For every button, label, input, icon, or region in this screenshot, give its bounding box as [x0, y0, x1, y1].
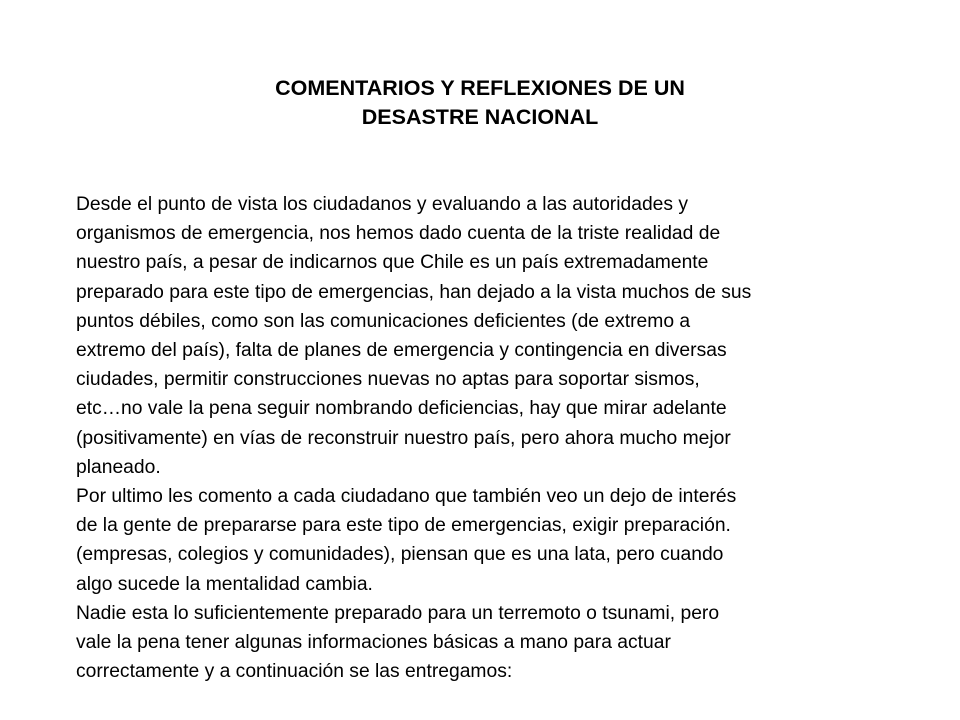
body-line: de la gente de prepararse para este tipo de emergencias, exigir preparación. — [76, 515, 731, 537]
body-line: ciudades, permitir construcciones nuevas no aptas para soportar sismos, — [76, 369, 700, 391]
body-line: etc…no vale la pena seguir nombrando deficiencias, hay que mirar adelante — [76, 398, 727, 420]
body-line: algo sucede la mentalidad cambia. — [76, 573, 373, 595]
body-line: vale la pena tener algunas informaciones básicas a mano para actuar — [76, 632, 671, 654]
body-paragraphs — [76, 190, 936, 686]
body-line: nuestro país, a pesar de indicarnos que Chile es un país extremadamente — [76, 252, 709, 274]
body-line: (positivamente) en vías de reconstruir nuestro país, pero ahora mucho mejor — [76, 427, 731, 449]
body-line: correctamente y a continuación se las entregamos: — [76, 661, 513, 683]
body-line: organismos de emergencia, nos hemos dado cuenta de la triste realidad de — [76, 223, 721, 245]
body-line: (empresas, colegios y comunidades), piensan que es una lata, pero cuando — [76, 544, 724, 566]
title-line-1: COMENTARIOS Y REFLEXIONES DE UN — [275, 76, 685, 100]
body-line: extremo del país), falta de planes de emergencia y contingencia en diversas — [76, 340, 727, 362]
body-line: Por ultimo les comento a cada ciudadano que también veo un dejo de interés — [76, 486, 737, 508]
body-line: Desde el punto de vista los ciudadanos y evaluando a las autoridades y — [76, 194, 689, 215]
body-line: puntos débiles, como son las comunicaciones deficientes (de extremo a — [76, 310, 691, 332]
body-line: Nadie esta lo suficientemente preparado para un terremoto o tsunami, pero — [76, 602, 720, 624]
page-title — [180, 74, 780, 132]
body-line: planeado. — [76, 456, 161, 478]
body-line: preparado para este tipo de emergencias, han dejado a la vista muchos de sus — [76, 281, 752, 303]
title-line-2: DESASTRE NACIONAL — [361, 105, 599, 129]
